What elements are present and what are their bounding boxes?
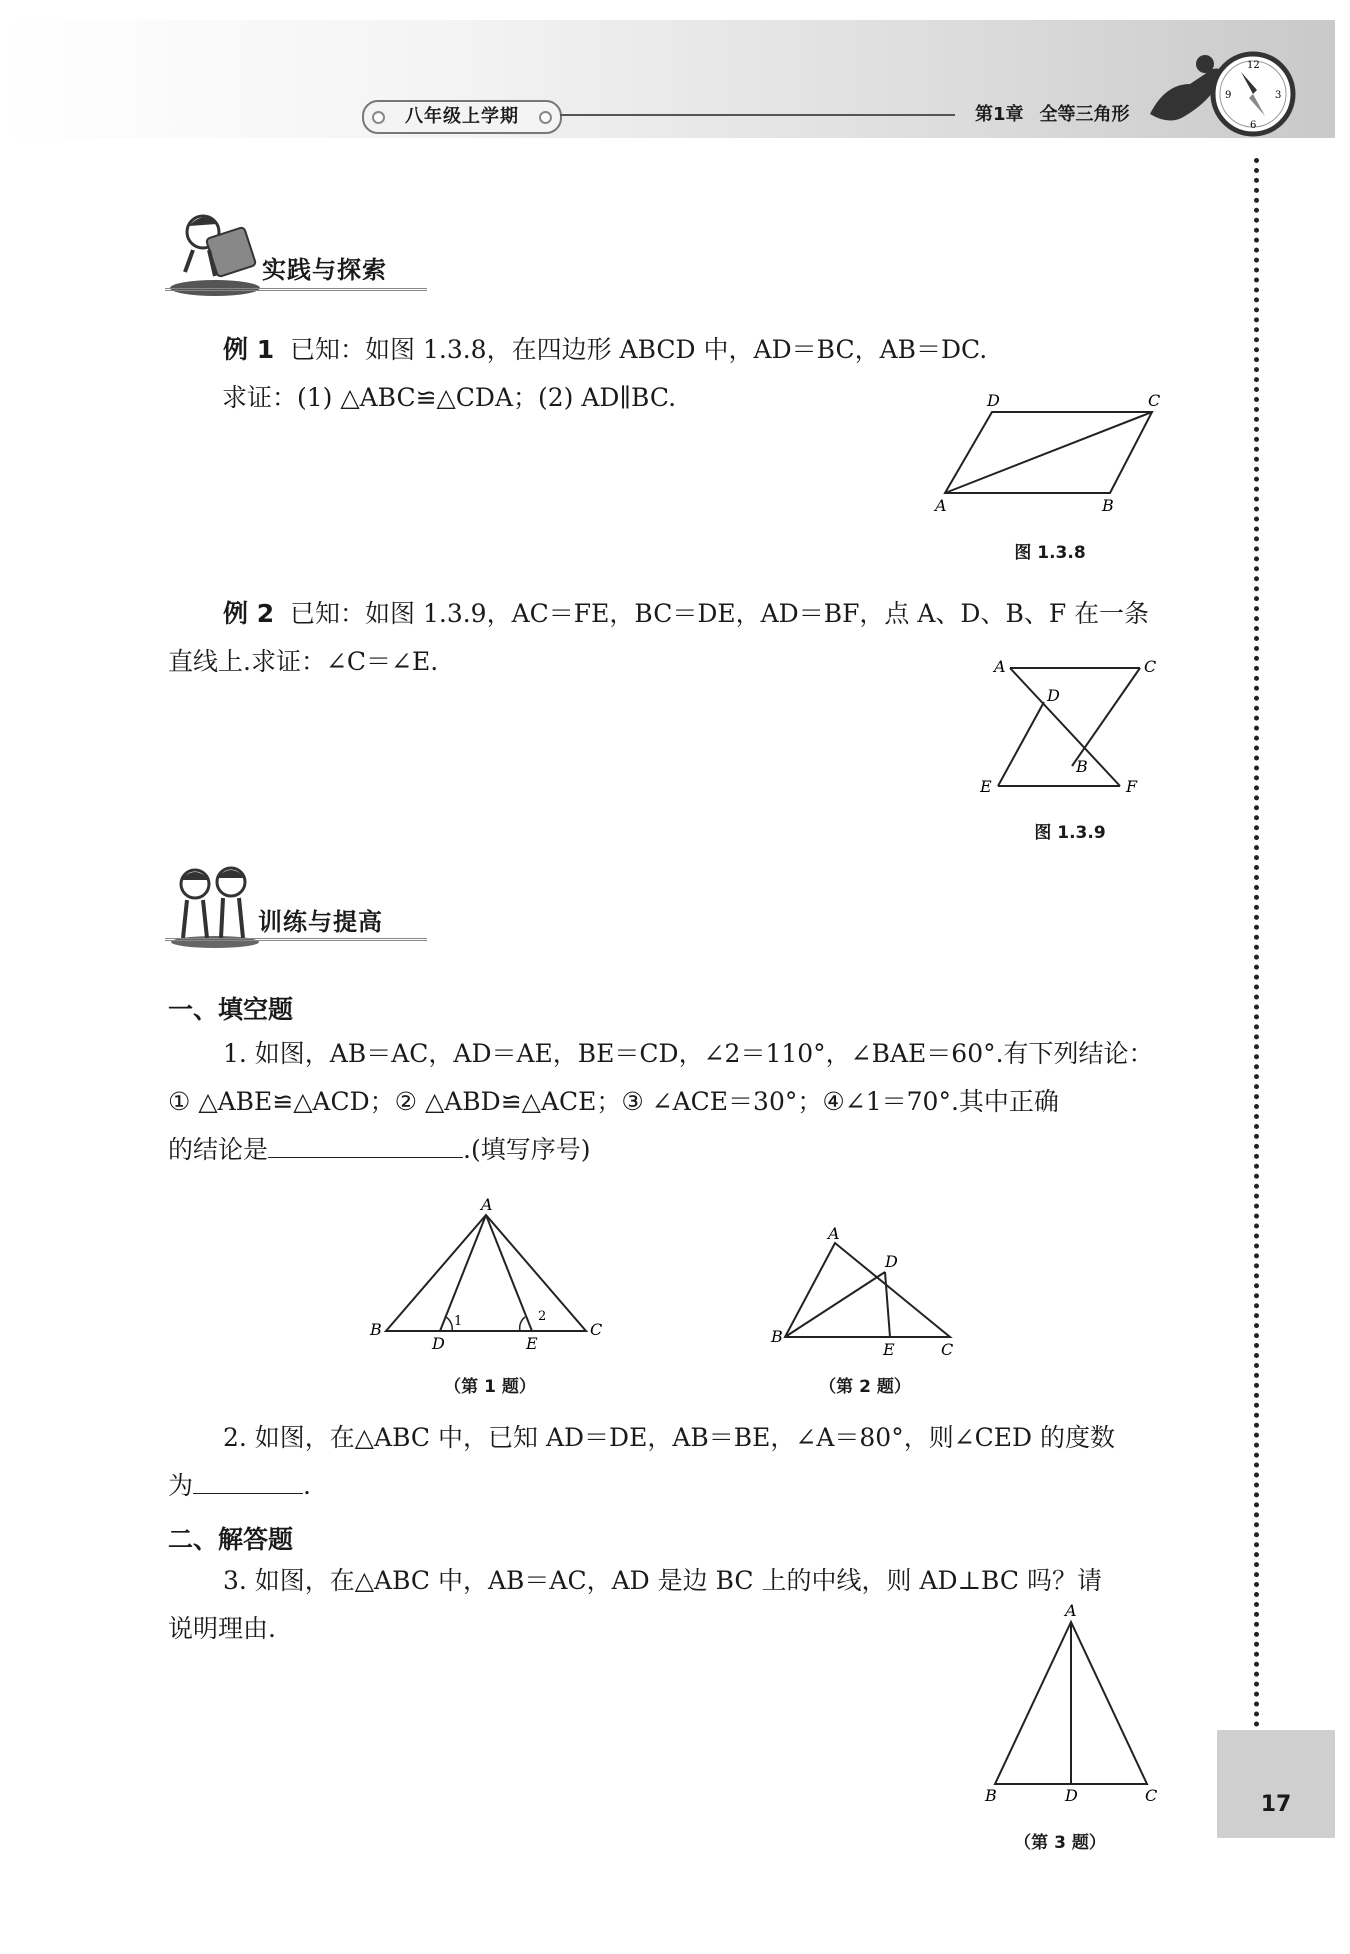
section-title: 实践与探索 bbox=[262, 256, 387, 284]
part1-heading: 一、填空题 bbox=[168, 995, 294, 1024]
svg-text:3: 3 bbox=[1275, 90, 1282, 101]
boy-reading-icon bbox=[165, 210, 265, 300]
section-title: 训练与提高 bbox=[258, 908, 383, 936]
example1-label: 例 1 bbox=[223, 335, 275, 364]
example1-text: 已知：如图 1.3.8，在四边形 ABCD 中，AD＝BC，AB＝DC. bbox=[290, 335, 988, 364]
q1-line3 bbox=[168, 1126, 1168, 1174]
q2-text: . bbox=[303, 1471, 311, 1500]
point-label: C bbox=[1145, 1786, 1158, 1805]
example2-line1 bbox=[168, 590, 1168, 638]
point-label: B bbox=[1076, 757, 1088, 776]
section-underline bbox=[165, 938, 427, 941]
figure-caption: （第 1 题） bbox=[444, 1377, 536, 1397]
example2-label: 例 2 bbox=[223, 599, 275, 628]
example2-text: 已知：如图 1.3.9，AC＝FE，BC＝DE，AD＝BF，点 A、D、B、F 在一条 bbox=[290, 599, 1150, 628]
point-label: B bbox=[1102, 496, 1114, 515]
point-label: D bbox=[1047, 686, 1060, 705]
part2-heading: 二、解答题 bbox=[168, 1525, 294, 1554]
point-label: E bbox=[883, 1340, 895, 1359]
figure-caption: （第 2 题） bbox=[819, 1377, 911, 1397]
point-label: E bbox=[980, 777, 992, 796]
figure-caption: （第 3 题） bbox=[1014, 1833, 1106, 1853]
point-label: A bbox=[1065, 1601, 1077, 1620]
svg-text:12: 12 bbox=[1247, 60, 1260, 71]
point-label: A bbox=[935, 496, 947, 515]
q1-text: .(填写序号) bbox=[463, 1135, 591, 1164]
figure-1-3-9 bbox=[970, 650, 1157, 800]
example2-line2: 直线上.求证：∠C＝∠E. bbox=[168, 647, 439, 676]
header-band bbox=[0, 20, 1335, 138]
example1-line1 bbox=[168, 326, 1168, 374]
point-label: E bbox=[526, 1334, 538, 1353]
q1-answer-blank[interactable] bbox=[268, 1131, 463, 1158]
point-label: B bbox=[985, 1786, 997, 1805]
figure-q2 bbox=[765, 1225, 985, 1360]
point-label: B bbox=[771, 1327, 783, 1346]
figure-q3 bbox=[975, 1600, 1165, 1810]
point-label: F bbox=[1126, 777, 1138, 796]
point-label: D bbox=[432, 1334, 445, 1353]
svg-text:6: 6 bbox=[1250, 120, 1257, 131]
grade-text: 八年级上学期 bbox=[405, 106, 519, 127]
point-label: C bbox=[590, 1320, 603, 1339]
chapter-name: 全等三角形 bbox=[1039, 104, 1130, 125]
point-label: D bbox=[987, 391, 1000, 410]
pill-dot-icon bbox=[372, 111, 385, 124]
q3-line2: 说明理由. bbox=[168, 1614, 276, 1643]
svg-text:9: 9 bbox=[1225, 90, 1232, 101]
q2-line1: 2. 如图，在△ABC 中，已知 AD＝DE，AB＝BE，∠A＝80°，则∠CED 的度数 bbox=[223, 1423, 1116, 1452]
point-label: C bbox=[1144, 657, 1157, 676]
page-number: 17 bbox=[1217, 1730, 1335, 1838]
point-label: A bbox=[828, 1224, 840, 1243]
point-label: A bbox=[994, 657, 1006, 676]
point-label: B bbox=[370, 1320, 382, 1339]
angle-label: 2 bbox=[538, 1309, 547, 1324]
example1-line2: 求证：(1) △ABC≌△CDA；(2) AD∥BC. bbox=[222, 383, 677, 412]
margin-dotted-line bbox=[1254, 158, 1267, 1738]
point-label: C bbox=[1148, 391, 1161, 410]
q2-text: 为 bbox=[168, 1471, 194, 1500]
q2-line2 bbox=[168, 1462, 1168, 1510]
q3-line1: 3. 如图，在△ABC 中，AB＝AC，AD 是边 BC 上的中线，则 AD⊥BC 吗？请 bbox=[223, 1566, 1102, 1595]
figure-caption: 图 1.3.9 bbox=[1034, 823, 1106, 843]
point-label: A bbox=[481, 1195, 493, 1214]
q1-line2: ① △ABE≌△ACD；② △ABD≌△ACE；③ ∠ACE＝30°；④∠1＝70°.其中正确 bbox=[168, 1087, 1059, 1116]
pill-dot-icon bbox=[539, 111, 552, 124]
angle-label: 1 bbox=[454, 1314, 463, 1329]
point-label: D bbox=[885, 1252, 898, 1271]
q2-answer-blank[interactable] bbox=[193, 1467, 303, 1494]
header-rule bbox=[560, 114, 955, 116]
chapter-title bbox=[975, 100, 1130, 126]
grade-label bbox=[362, 100, 562, 134]
q1-text: 的结论是 bbox=[168, 1135, 269, 1164]
figure-1-3-8 bbox=[930, 390, 1170, 520]
figure-q1 bbox=[360, 1195, 620, 1355]
point-label: D bbox=[1065, 1786, 1078, 1805]
compass-runner-icon bbox=[1145, 44, 1305, 144]
section-underline bbox=[165, 288, 427, 291]
chapter-number: 第1章 bbox=[975, 104, 1024, 125]
point-label: C bbox=[941, 1340, 954, 1359]
figure-caption: 图 1.3.8 bbox=[1014, 543, 1086, 563]
q1-line1: 1. 如图，AB＝AC，AD＝AE，BE＝CD，∠2＝110°，∠BAE＝60°.有下列结论： bbox=[223, 1039, 1154, 1068]
